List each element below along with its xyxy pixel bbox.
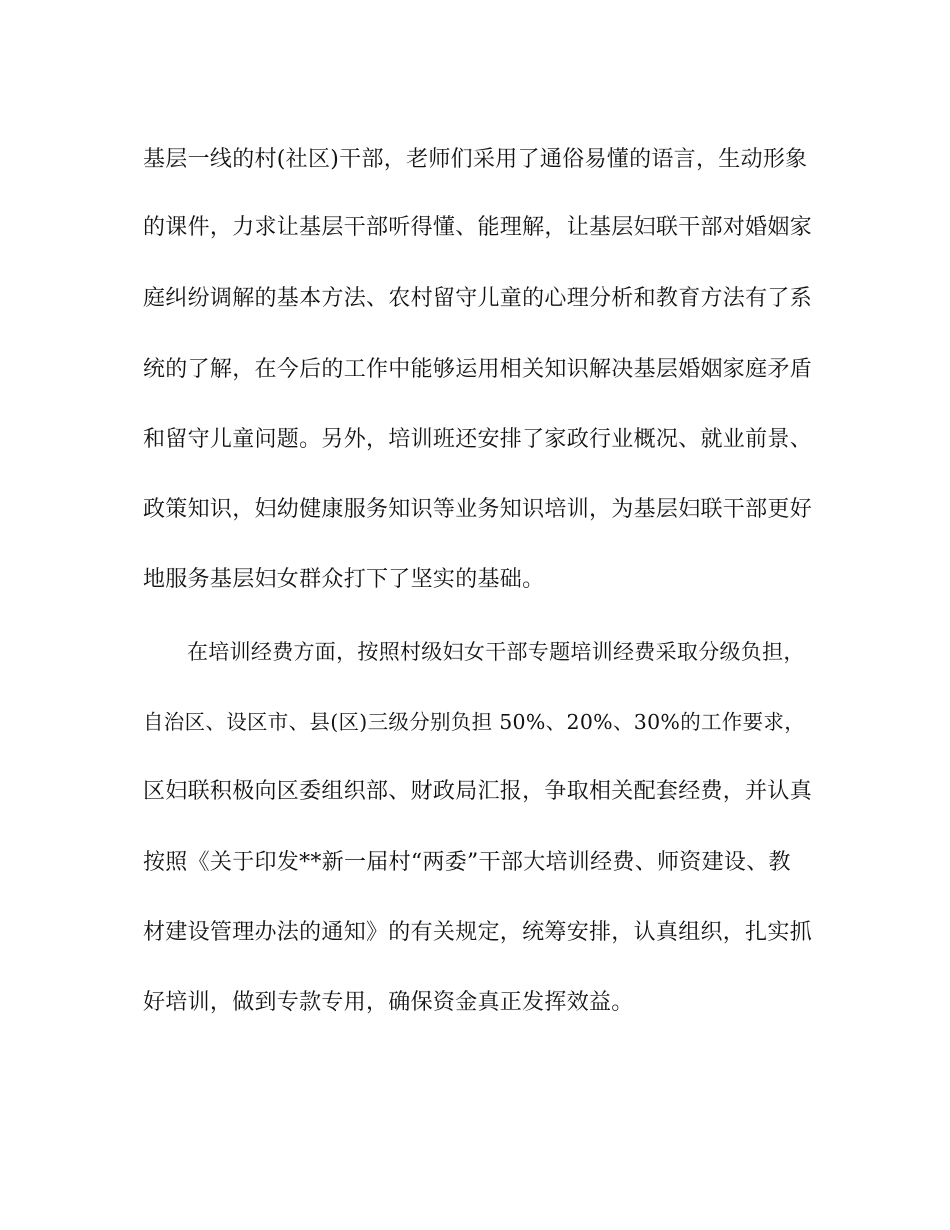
text-line: 政策知识，妇幼健康服务知识等业务知识培训，为基层妇联干部更好 — [143, 497, 813, 522]
text-line: 区妇联积极向区委组织部、财政局汇报，争取相关配套经费，并认真 — [143, 779, 813, 804]
text-line: 按照《关于印发**新一届村“两委”干部大培训经费、师资建设、教 — [143, 850, 791, 875]
text-line: 和留守儿童问题。另外，培训班还安排了家政行业概况、就业前景、 — [143, 427, 813, 452]
text-line: 自治区、设区市、县(区)三级分别负担 50%、20%、30%的工作要求， — [143, 710, 806, 734]
text-line: 统的了解，在今后的工作中能够运用相关知识解决基层婚姻家庭矛盾 — [143, 357, 813, 382]
text-line: 材建设管理办法的通知》的有关规定，统筹安排，认真组织，扎实抓 — [143, 920, 813, 945]
text-line: 好培训，做到专款专用，确保资金真正发挥效益。 — [143, 990, 634, 1015]
text-line: 庭纠纷调解的基本方法、农村留守儿童的心理分析和教育方法有了系 — [143, 286, 813, 311]
text-line: 地服务基层妇女群众打下了坚实的基础。 — [143, 567, 545, 592]
paragraph-first-line: 在培训经费方面，按照村级妇女干部专题培训经费采取分级负担， — [187, 640, 805, 664]
text-line: 的课件，力求让基层干部听得懂、能理解，让基层妇联干部对婚姻家 — [143, 215, 813, 240]
text-line: 基层一线的村(社区)干部，老师们采用了通俗易懂的语言，生动形象 — [143, 147, 808, 172]
